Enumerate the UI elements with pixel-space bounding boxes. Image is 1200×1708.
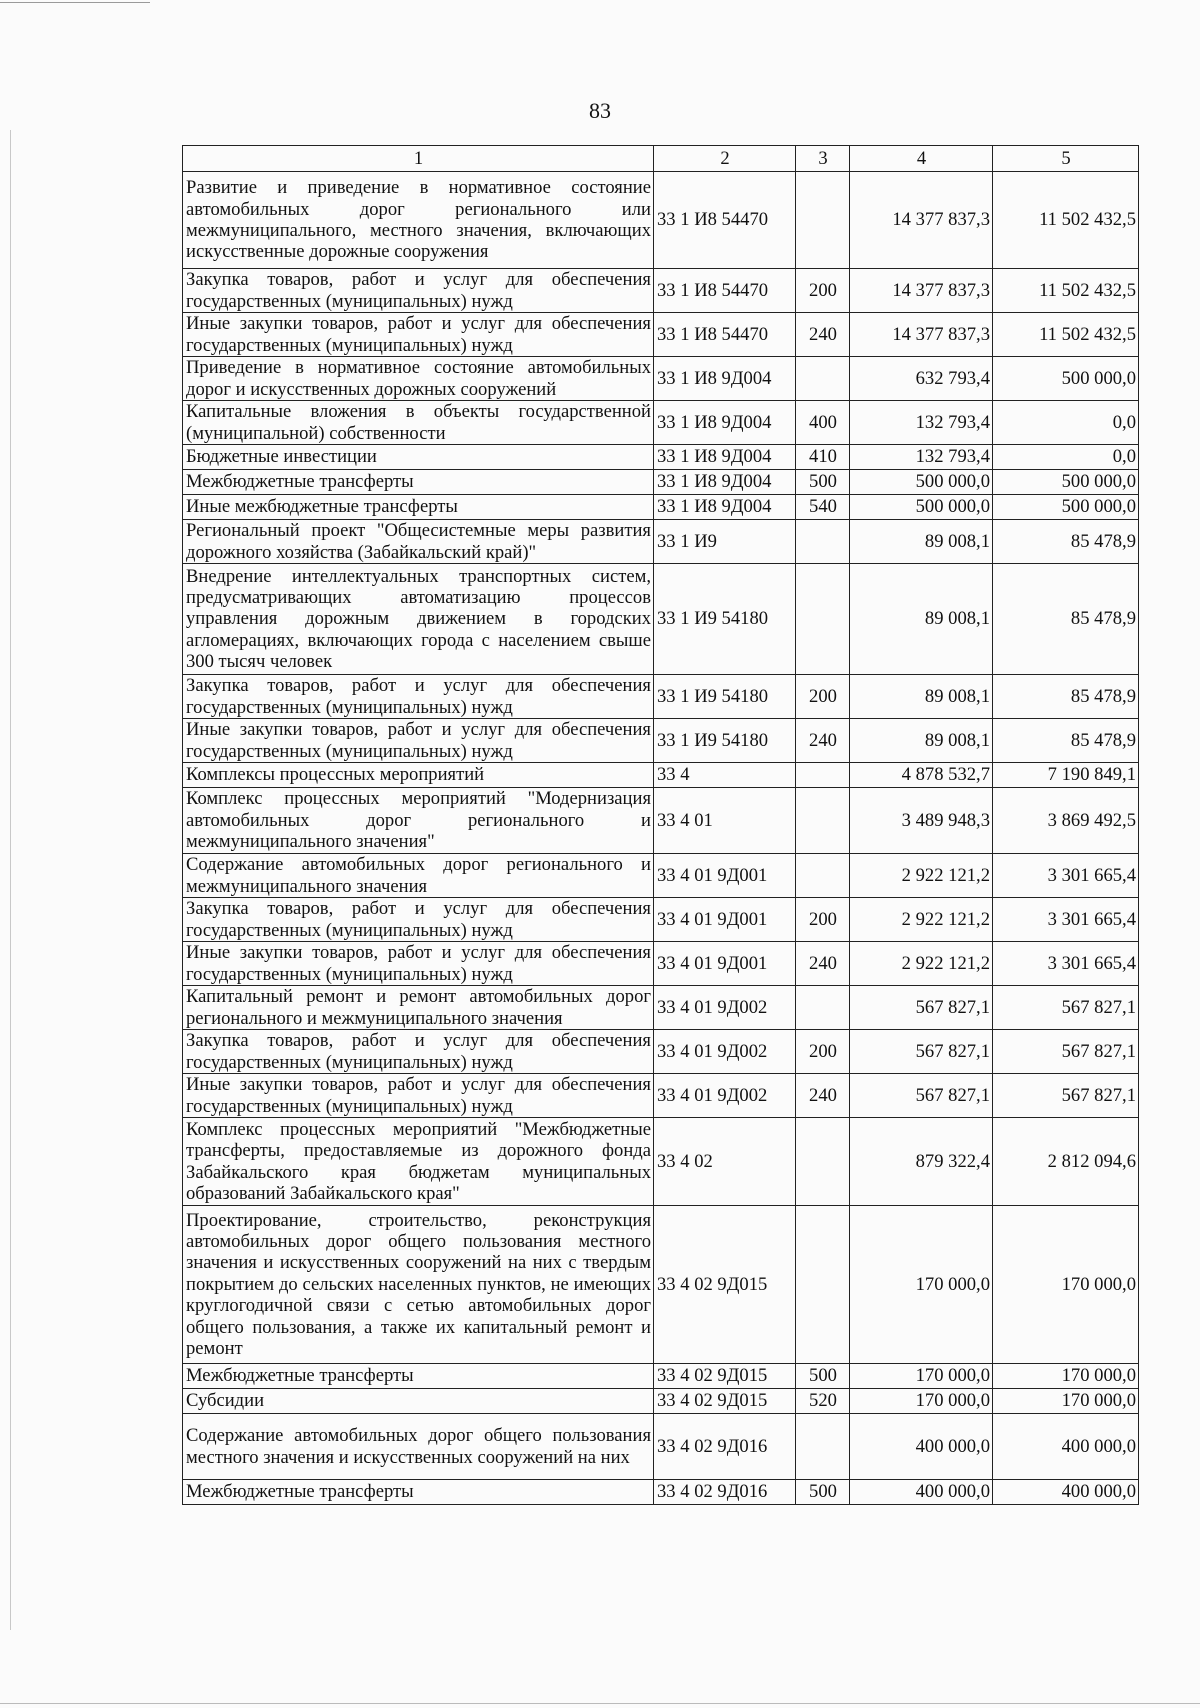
cell-v1: 89 008,1 [850,520,993,564]
cell-code: 33 4 01 [654,788,796,854]
cell-v2: 11 502 432,5 [993,313,1139,357]
cell-name: Содержание автомобильных дорог регионального и межмуниципального значения [183,854,654,898]
column-header-3: 3 [796,146,850,172]
cell-vr: 500 [796,1364,850,1389]
table-row [183,1030,1139,1074]
cell-code: 33 4 02 9Д016 [654,1480,796,1505]
cell-v2: 170 000,0 [993,1389,1139,1414]
cell-v2: 500 000,0 [993,470,1139,495]
cell-vr [796,564,850,675]
cell-vr: 200 [796,269,850,313]
cell-v2: 85 478,9 [993,520,1139,564]
cell-name: Иные межбюджетные трансферты [183,495,654,520]
cell-name: Иные закупки товаров, работ и услуг для обеспечения государственных (муниципальных) нужд [183,942,654,986]
table-row [183,788,1139,854]
cell-name: Закупка товаров, работ и услуг для обеспечения государственных (муниципальных) нужд [183,269,654,313]
table-row [183,564,1139,675]
table-row [183,898,1139,942]
cell-v2: 85 478,9 [993,564,1139,675]
cell-name: Комплексы процессных мероприятий [183,763,654,788]
cell-vr: 540 [796,495,850,520]
cell-vr: 240 [796,313,850,357]
cell-name: Комплекс процессных мероприятий "Модернизация автомобильных дорог регионального и межмуниципального значения" [183,788,654,854]
cell-vr: 500 [796,1480,850,1505]
cell-v1: 3 489 948,3 [850,788,993,854]
cell-code: 33 4 02 9Д015 [654,1206,796,1364]
table-row [183,357,1139,401]
cell-name: Закупка товаров, работ и услуг для обеспечения государственных (муниципальных) нужд [183,675,654,719]
cell-v2: 11 502 432,5 [993,172,1139,269]
cell-v1: 2 922 121,2 [850,898,993,942]
cell-vr: 500 [796,470,850,495]
cell-v1: 132 793,4 [850,445,993,470]
cell-code: 33 4 02 9Д015 [654,1389,796,1414]
cell-v1: 170 000,0 [850,1389,993,1414]
cell-name: Внедрение интеллектуальных транспортных систем, предусматривающих автоматизацию процессов управления дорожным движением в городских агломерациях, включающих города с населением свыше 300 тысяч человек [183,564,654,675]
cell-code: 33 1 И8 9Д004 [654,357,796,401]
cell-vr: 240 [796,1074,850,1118]
cell-name: Содержание автомобильных дорог общего пользования местного значения и искусственных сооружений на них [183,1414,654,1480]
cell-code: 33 4 01 9Д001 [654,898,796,942]
cell-v2: 400 000,0 [993,1480,1139,1505]
table-row [183,401,1139,445]
cell-name: Приведение в нормативное состояние автомобильных дорог и искусственных дорожных сооружений [183,357,654,401]
cell-v1: 567 827,1 [850,1074,993,1118]
cell-code: 33 1 И8 54470 [654,172,796,269]
column-header-4: 4 [850,146,993,172]
cell-vr [796,854,850,898]
cell-vr: 240 [796,942,850,986]
cell-v2: 3 301 665,4 [993,854,1139,898]
cell-vr [796,520,850,564]
cell-v1: 400 000,0 [850,1480,993,1505]
cell-v1: 14 377 837,3 [850,269,993,313]
cell-v1: 4 878 532,7 [850,763,993,788]
scan-edge-mark-bottom [0,1703,1200,1704]
column-header-5: 5 [993,146,1139,172]
cell-code: 33 1 И9 [654,520,796,564]
cell-name: Межбюджетные трансферты [183,1364,654,1389]
budget-table-body [183,146,1139,1505]
table-row [183,1118,1139,1206]
cell-code: 33 4 02 [654,1118,796,1206]
cell-v1: 879 322,4 [850,1118,993,1206]
scan-edge-mark-top [0,2,150,3]
column-header-1: 1 [183,146,654,172]
cell-name: Закупка товаров, работ и услуг для обеспечения государственных (муниципальных) нужд [183,1030,654,1074]
cell-vr [796,1206,850,1364]
budget-table [182,145,1139,1505]
cell-v2: 85 478,9 [993,719,1139,763]
cell-v2: 500 000,0 [993,357,1139,401]
cell-name: Закупка товаров, работ и услуг для обеспечения государственных (муниципальных) нужд [183,898,654,942]
table-row [183,719,1139,763]
cell-name: Капитальный ремонт и ремонт автомобильных дорог регионального и межмуниципального значения [183,986,654,1030]
table-row [183,1206,1139,1364]
table-row [183,269,1139,313]
cell-code: 33 1 И8 9Д004 [654,445,796,470]
table-row [183,470,1139,495]
cell-v1: 14 377 837,3 [850,313,993,357]
cell-vr [796,172,850,269]
cell-code: 33 1 И9 54180 [654,675,796,719]
cell-name: Субсидии [183,1389,654,1414]
cell-code: 33 4 [654,763,796,788]
cell-code: 33 4 02 9Д016 [654,1414,796,1480]
page-number: 83 [589,98,611,123]
table-row [183,986,1139,1030]
cell-v1: 89 008,1 [850,719,993,763]
cell-v1: 567 827,1 [850,1030,993,1074]
table-row [183,1480,1139,1505]
table-header-row [183,146,1139,172]
cell-name: Межбюджетные трансферты [183,470,654,495]
cell-v1: 567 827,1 [850,986,993,1030]
cell-v1: 170 000,0 [850,1364,993,1389]
column-header-2: 2 [654,146,796,172]
table-row [183,675,1139,719]
cell-v2: 3 301 665,4 [993,898,1139,942]
cell-vr: 240 [796,719,850,763]
cell-name: Иные закупки товаров, работ и услуг для обеспечения государственных (муниципальных) нужд [183,719,654,763]
cell-v2: 170 000,0 [993,1364,1139,1389]
cell-v2: 567 827,1 [993,1030,1139,1074]
cell-vr: 200 [796,675,850,719]
cell-name: Иные закупки товаров, работ и услуг для обеспечения государственных (муниципальных) нужд [183,1074,654,1118]
cell-code: 33 4 01 9Д001 [654,942,796,986]
cell-vr [796,1414,850,1480]
cell-code: 33 1 И8 54470 [654,269,796,313]
cell-code: 33 4 01 9Д002 [654,986,796,1030]
cell-code: 33 1 И8 9Д004 [654,401,796,445]
table-row [183,1364,1139,1389]
cell-v1: 170 000,0 [850,1206,993,1364]
table-row [183,1389,1139,1414]
cell-v2: 2 812 094,6 [993,1118,1139,1206]
cell-vr: 520 [796,1389,850,1414]
cell-v1: 14 377 837,3 [850,172,993,269]
cell-name: Капитальные вложения в объекты государственной (муниципальной) собственности [183,401,654,445]
cell-v1: 632 793,4 [850,357,993,401]
table-row [183,445,1139,470]
cell-code: 33 1 И8 9Д004 [654,470,796,495]
cell-code: 33 4 01 9Д001 [654,854,796,898]
cell-v2: 7 190 849,1 [993,763,1139,788]
cell-v1: 89 008,1 [850,675,993,719]
cell-name: Бюджетные инвестиции [183,445,654,470]
cell-vr [796,357,850,401]
cell-v2: 11 502 432,5 [993,269,1139,313]
cell-vr [796,788,850,854]
cell-v1: 500 000,0 [850,470,993,495]
cell-v1: 2 922 121,2 [850,854,993,898]
table-row [183,854,1139,898]
cell-v1: 500 000,0 [850,495,993,520]
cell-name: Развитие и приведение в нормативное состояние автомобильных дорог регионального или межмуниципального, местного значения, включающих искусственные дорожные сооружения [183,172,654,269]
cell-v1: 2 922 121,2 [850,942,993,986]
table-row [183,520,1139,564]
cell-name: Иные закупки товаров, работ и услуг для обеспечения государственных (муниципальных) нужд [183,313,654,357]
table-row [183,942,1139,986]
cell-code: 33 4 02 9Д015 [654,1364,796,1389]
table-row [183,763,1139,788]
cell-v2: 0,0 [993,445,1139,470]
cell-name: Комплекс процессных мероприятий "Межбюджетные трансферты, предоставляемые из дорожного фонда Забайкальского края бюджетам муниципальных образований Забайкальского края" [183,1118,654,1206]
cell-vr: 400 [796,401,850,445]
cell-name: Проектирование, строительство, реконструкция автомобильных дорог общего пользования местного значения и искусственных сооружений на них с твердым покрытием до сельских населенных пунктов, не имеющих круглогодичной связи с сетью автомобильных дорог общего пользования, а также их капитальный ремонт и ремонт [183,1206,654,1364]
cell-vr [796,986,850,1030]
table-row [183,313,1139,357]
table-row [183,1414,1139,1480]
cell-name: Региональный проект "Общесистемные меры развития дорожного хозяйства (Забайкальский край)" [183,520,654,564]
cell-code: 33 4 01 9Д002 [654,1074,796,1118]
cell-vr [796,1118,850,1206]
cell-v2: 0,0 [993,401,1139,445]
scan-edge-mark-left [10,130,11,1630]
cell-vr: 200 [796,1030,850,1074]
cell-v1: 89 008,1 [850,564,993,675]
table-row [183,495,1139,520]
cell-vr: 200 [796,898,850,942]
cell-v2: 3 869 492,5 [993,788,1139,854]
cell-v1: 400 000,0 [850,1414,993,1480]
cell-v2: 85 478,9 [993,675,1139,719]
cell-v1: 132 793,4 [850,401,993,445]
cell-v2: 170 000,0 [993,1206,1139,1364]
cell-code: 33 1 И8 9Д004 [654,495,796,520]
cell-v2: 567 827,1 [993,1074,1139,1118]
cell-code: 33 4 01 9Д002 [654,1030,796,1074]
cell-code: 33 1 И9 54180 [654,564,796,675]
cell-v2: 3 301 665,4 [993,942,1139,986]
cell-code: 33 1 И8 54470 [654,313,796,357]
cell-v2: 400 000,0 [993,1414,1139,1480]
table-row [183,172,1139,269]
cell-vr: 410 [796,445,850,470]
table-row [183,1074,1139,1118]
cell-v2: 500 000,0 [993,495,1139,520]
cell-vr [796,763,850,788]
cell-v2: 567 827,1 [993,986,1139,1030]
cell-name: Межбюджетные трансферты [183,1480,654,1505]
cell-code: 33 1 И9 54180 [654,719,796,763]
